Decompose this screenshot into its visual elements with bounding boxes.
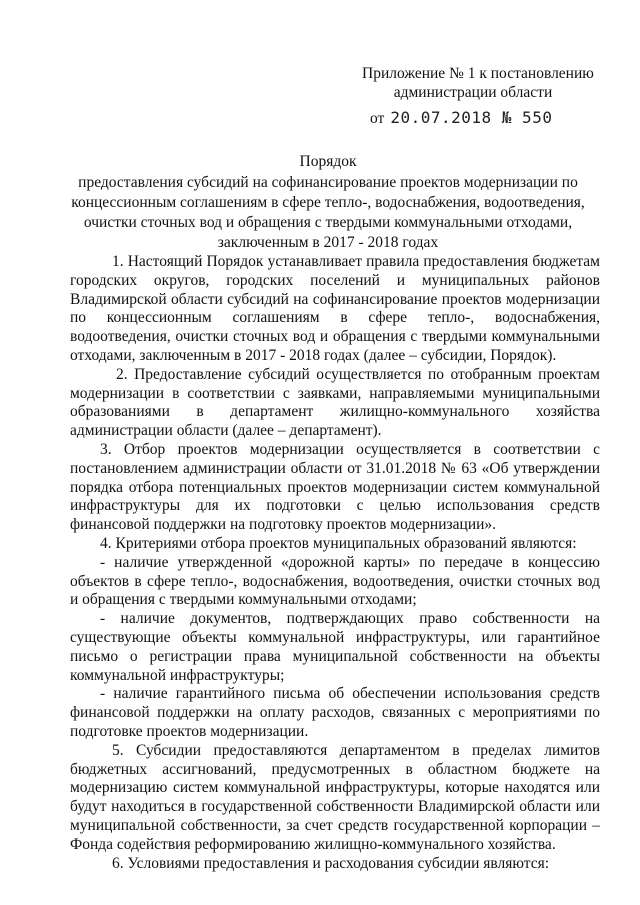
appendix-date-prefix: от xyxy=(370,110,385,127)
document-title xyxy=(60,152,596,253)
paragraph-3: 3. Отбор проектов модернизации осуществляется в соответствии с постановлением администрации области от 31.01.2018 № 63 «Об утверждении порядка отбора потенциальных проектов модернизации систем коммунальной инфраструктуры для их подготовки с целью использования средств финансовой поддержки на подготовку проектов модернизации». xyxy=(70,440,600,534)
paragraph-2: 2. Предоставление субсидий осуществляется по отобранным проектам модернизации в соответствии с заявками, направляемыми муниципальными образованиями в департамент жилищно-коммунального хозяйства администрации области (далее – департамент). xyxy=(70,365,600,440)
title-subtitle: предоставления субсидий на софинансирование проектов модернизации по концессионным соглашениям в сфере тепло-, водоснабжения, водоотведения, очистки сточных вод и обращения с твердыми коммунальными отходами, заключенным в 2017 - 2018 годах xyxy=(71,174,585,251)
appendix-header xyxy=(362,64,602,128)
date-number-stamp: 20.07.2018 № 550 xyxy=(390,108,553,127)
paragraph-1: 1. Настоящий Порядок устанавливает правила предоставления бюджетам городских округов, городских поселений и муниципальных районов Владимирской области субсидий на софинансирование проектов модернизации по концессионным соглашениям в сфере тепло-, водоснабжения, водоотведения, очистки сточных вод и обращения с твердыми коммунальными отходами, заключенным в 2017 - 2018 годах (далее – субсидии, Порядок). xyxy=(70,253,600,364)
criterion-item-2: - наличие документов, подтверждающих право собственности на существующие объекты коммунальной инфраструктуры, или гарантийное письмо о регистрации права муниципальной собственности на объекты коммунальной инфраструктуры; xyxy=(70,610,600,684)
appendix-line-1: Приложение № 1 к постановлению xyxy=(362,65,594,82)
paragraph-4: 4. Критериями отбора проектов муниципальных образований являются: xyxy=(100,534,577,552)
paragraph-5: 5. Субсидии предоставляются департаментом в пределах лимитов бюджетных ассигнований, предусмотренных в областном бюджете на модернизацию систем коммунальной инфраструктуры, которые находятся или будут находиться в государственной собственности Владимирской области или муниципальной собственности, за счет средств государственной корпорации – Фонда содействия реформированию жилищно-коммунального хозяйства. xyxy=(70,741,600,853)
paragraph-6: 6. Условиями предоставления и расходования субсидии являются: xyxy=(112,854,550,872)
criterion-item-1: - наличие утвержденной «дорожной карты» по передаче в концессию объектов в сфере тепло-, водоснабжения, водоотведения, очистки сточных вод и обращения с твердыми коммунальными отходами; xyxy=(70,553,600,609)
criterion-item-3: - наличие гарантийного письма об обеспечении использования средств финансовой поддержки на оплату расходов, связанных с мероприятиями по подготовке проектов модернизации. xyxy=(70,685,600,740)
document-body xyxy=(70,253,600,873)
appendix-line-2: администрации области xyxy=(393,84,553,101)
title-heading: Порядок xyxy=(299,153,357,170)
appendix-date-line xyxy=(370,108,602,128)
